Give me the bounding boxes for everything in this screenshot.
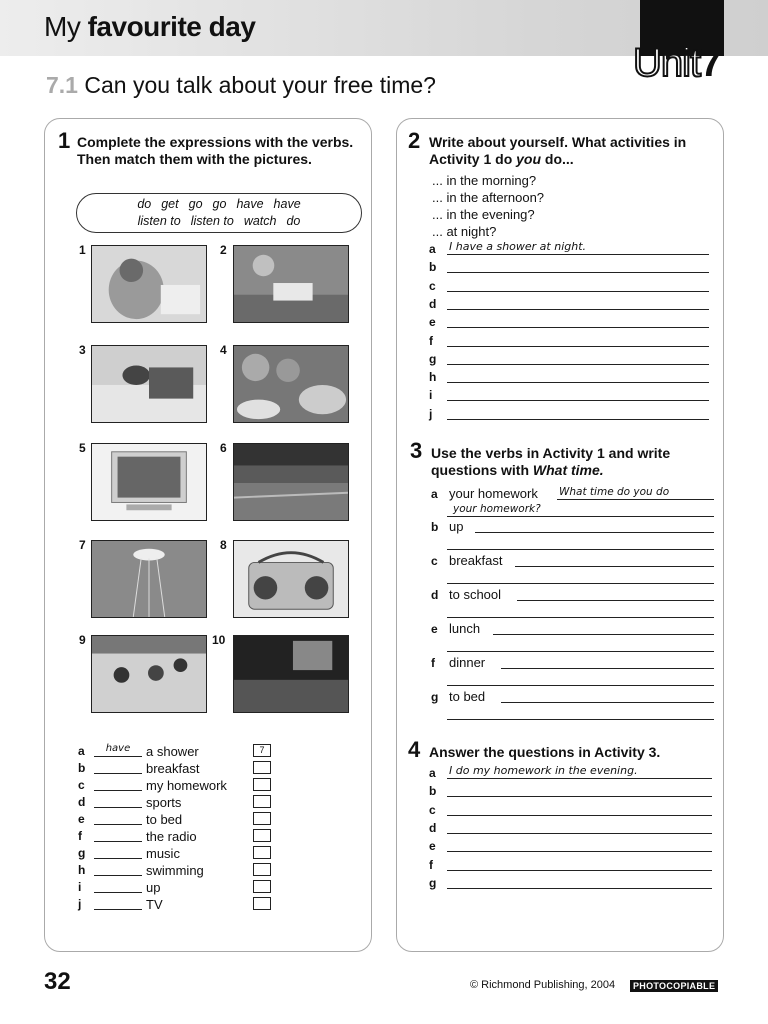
expression-text: breakfast [146,761,200,776]
activity2-instructions [429,134,719,168]
activity2-answer-line[interactable] [447,277,709,292]
activity3-instr-a: Use the verbs in Activity 1 and write questions with [431,445,671,478]
activity4-answer-line[interactable] [447,782,712,797]
match-box[interactable] [253,897,271,910]
title-bold: favourite day [87,11,256,42]
expression-row [78,743,248,760]
activity2-answer-line[interactable] [447,313,709,328]
expression-letter: j [78,897,82,911]
picture-10 [233,635,349,713]
section-number: 7.1 [46,72,78,98]
activity3-letter: c [431,554,438,568]
activity4-answer-line[interactable] [447,856,712,871]
verb-word: do [286,214,301,228]
expression-letter: b [78,761,86,775]
activity4-number: 4 [408,737,421,762]
activity3-word: up [449,519,464,534]
expression-blank[interactable] [94,794,142,808]
activity4-answer-line[interactable] [447,819,712,834]
activity4-answer-line[interactable] [447,874,712,889]
verb-word: watch [243,214,277,228]
activity2-line-row [429,368,711,385]
activity2-letter: a [429,242,436,256]
activity3-answer-line[interactable] [517,586,714,601]
page-number: 32 [44,968,71,995]
activity4-line-row [429,782,714,799]
section-text: Can you talk about your free time? [84,72,436,98]
picture-9 [91,635,207,713]
verb-word: go [212,197,227,211]
expression-row [78,896,248,913]
activity3-letter: d [431,588,439,602]
activity3-answer-line[interactable] [501,688,714,703]
activity3-word: to school [449,587,502,602]
activity3-letter: a [431,487,438,501]
expression-letter: g [78,846,86,860]
activity3-item [431,620,714,637]
expression-row [78,845,248,862]
page-title [44,11,255,43]
activity4-letter: a [429,766,436,780]
activity4-letter: g [429,875,437,890]
activity2-letter: f [429,333,433,348]
picture-number: 4 [220,343,227,357]
activity4-line-row [429,856,714,873]
expression-blank[interactable] [94,811,142,825]
activity3-answer-line[interactable] [515,552,714,567]
verb-word: have [273,197,301,211]
expression-text: the radio [146,829,197,844]
activity2-line-row [429,386,711,403]
activity2-prompt: ... in the afternoon? [432,190,545,205]
activity2-letter: h [429,370,437,385]
activity3-word: lunch [449,621,481,636]
activity2-answer-line[interactable] [447,350,709,365]
activity1-number: 1 [58,128,71,153]
picture-3 [91,345,207,423]
activity4-letter: f [429,857,433,872]
activity2-letter: g [429,351,437,366]
expression-blank[interactable] [94,879,142,893]
activity2-prompt: ... in the morning? [432,173,537,188]
activity2-instr-em: you [516,151,542,167]
activity3-instructions [431,445,716,479]
activity4-letter: b [429,784,437,799]
activity2-line-row [429,350,711,367]
activity2-prompt: ... at night? [432,224,497,239]
activity3-answer-line[interactable]: What time do you do [557,485,714,500]
activity3-letter: g [431,690,439,704]
activity4-instructions: Answer the questions in Activity 3. [429,744,661,760]
expression-letter: f [78,829,82,843]
expression-row [78,794,248,811]
expression-blank[interactable] [94,862,142,876]
unit-word: Unit [633,41,701,85]
activity4-line-row [429,764,714,781]
activity2-answer-line[interactable] [447,295,709,310]
activity2-answer-line[interactable]: I have a shower at night. [447,240,709,255]
activity2-prompt: ... in the evening? [432,207,535,222]
expression-letter: c [78,778,85,792]
match-box[interactable] [253,829,271,842]
expression-text: to bed [146,812,183,827]
expression-text: my homework [146,778,227,793]
activity2-letter: e [429,315,436,330]
match-box[interactable]: 7 [253,744,271,757]
title-prefix: My [44,11,81,42]
activity1-instructions: Complete the expressions with the verbs. Then match them with the pictures. [77,134,354,167]
activity2-line-row [429,240,711,257]
activity2-answer-line[interactable] [447,386,709,401]
picture-5 [91,443,207,521]
activity3-answer-line[interactable] [493,620,714,635]
activity3-word: to bed [449,689,486,704]
activity3-answer-line-2[interactable] [447,603,714,618]
activity2-answer-line[interactable] [447,258,709,273]
picture-7 [91,540,207,618]
activity3-item [431,485,714,502]
expression-row [78,828,248,845]
activity2-letter: j [429,406,433,421]
expression-text: swimming [146,863,204,878]
match-box[interactable] [253,846,271,859]
match-box[interactable] [253,863,271,876]
activity2-letter: b [429,260,437,275]
activity3-word: your homework [449,486,538,501]
activity3-letter: b [431,520,439,534]
activity2-answer-line[interactable] [447,332,709,347]
activity4-letter: d [429,820,437,835]
activity3-answer-line[interactable] [501,654,714,669]
expression-text: sports [146,795,182,810]
activity3-item [431,552,714,569]
picture-8 [233,540,349,618]
activity2-line-row [429,295,711,312]
activity4-letter: e [429,839,436,854]
expression-blank[interactable] [94,828,142,842]
activity3-answer-line-2[interactable] [447,535,714,550]
activity3-answer-line-2[interactable]: your homework? [447,502,714,517]
picture-number: 3 [79,343,86,357]
expression-letter: h [78,863,86,877]
match-box[interactable] [253,795,271,808]
expression-row [78,760,248,777]
verb-box [76,193,362,233]
activity3-answer-line-2[interactable] [447,705,714,720]
expression-text: a shower [146,744,199,759]
picture-number: 9 [79,633,86,647]
picture-2 [233,245,349,323]
activity4-line-row [429,874,714,891]
picture-6 [233,443,349,521]
expression-letter: e [78,812,85,826]
activity4-answer-line[interactable] [447,801,712,816]
activity2-answer-line[interactable] [447,368,709,383]
activity2-line-row [429,277,711,294]
verb-word: have [236,197,264,211]
verb-word: get [161,197,179,211]
activity2-instr-a: Write about yourself. What activities in Activity 1 do [429,134,687,167]
expression-text: up [146,880,161,895]
activity4-line-row [429,837,714,854]
activity2-line-row [429,405,711,422]
activity2-line-row [429,332,711,349]
match-box[interactable] [253,761,271,774]
activity2-number: 2 [408,128,421,153]
activity3-letter: f [431,656,435,670]
activity3-instr-em: What time. [532,462,604,478]
expression-row [78,862,248,879]
expression-row [78,879,248,896]
picture-number: 10 [212,633,226,647]
activity3-word: breakfast [449,553,503,568]
activity4-letter: c [429,802,436,817]
activity3-letter: e [431,622,438,636]
expression-letter: a [78,744,85,758]
expression-blank[interactable] [94,777,142,791]
expression-blank[interactable] [94,760,142,774]
activity4-answer-line[interactable]: I do my homework in the evening. [447,764,712,779]
activity3-answer-line-2[interactable] [447,671,714,686]
activity3-word: dinner [449,655,486,670]
activity3-answer-line-2[interactable] [447,569,714,584]
activity3-item [431,688,714,705]
photocopiable-badge: PHOTOCOPIABLE [630,980,718,992]
activity4-line-row [429,801,714,818]
unit-number: 7 [700,41,721,85]
activity3-item [431,654,714,671]
activity3-answer-line-2[interactable] [447,637,714,652]
activity2-answer-line[interactable] [447,405,709,420]
unit-label [633,43,720,83]
activity2-letter: c [429,278,436,293]
verb-word: go [188,197,203,211]
activity4-line-row [429,819,714,836]
picture-number: 6 [220,441,227,455]
activity2-line-row [429,313,711,330]
picture-number: 8 [220,538,227,552]
expression-blank[interactable] [94,845,142,859]
expression-text: music [146,846,180,861]
match-box[interactable] [253,880,271,893]
picture-number: 2 [220,243,227,257]
picture-number: 1 [79,243,86,257]
copyright: © Richmond Publishing, 2004 [470,979,616,991]
activity4-answer-line[interactable] [447,837,712,852]
expression-text: TV [146,897,163,912]
activity2-line-row [429,258,711,275]
picture-number: 5 [79,441,86,455]
expression-letter: i [78,880,82,894]
verb-word: listen to [190,214,234,228]
activity2-letter: i [429,388,433,403]
activity3-number: 3 [410,438,423,463]
activity3-item [431,518,714,535]
expression-blank[interactable]: have [94,743,142,757]
expression-row [78,777,248,794]
section-subtitle [46,72,436,99]
activity3-item [431,586,714,603]
activity2-letter: d [429,296,437,311]
picture-number: 7 [79,538,86,552]
picture-1 [91,245,207,323]
activity3-answer-line[interactable] [475,518,714,533]
activity2-instr-b: do... [541,151,574,167]
expression-letter: d [78,795,86,809]
picture-4 [233,345,349,423]
expression-row [78,811,248,828]
verb-word: do [137,197,152,211]
match-box[interactable] [253,812,271,825]
match-box[interactable] [253,778,271,791]
verb-word: listen to [137,214,181,228]
expression-blank[interactable] [94,896,142,910]
